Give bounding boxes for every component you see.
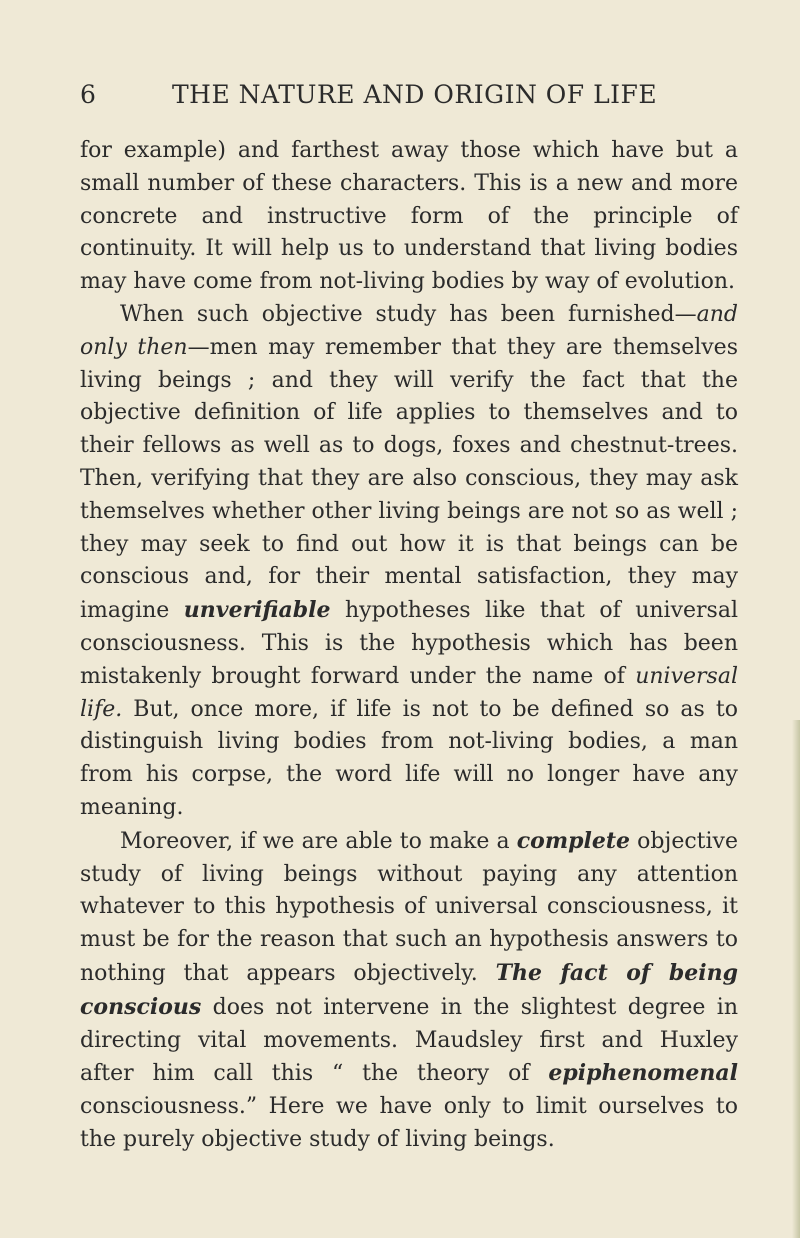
paragraph-2-text-b: —men may remember that they are themselves living beings ; and they will verify the fact that the objective definition of life applies to themselves and to their fellows as well as to dogs, foxes and chestnut-trees. Then, verifying that they are also conscious, they may ask themselves whether other living beings are not so as well ; they may seek to find out how it is that beings can be conscious and, for their mental satisfaction, they may imagine xyxy=(80,334,738,624)
paragraph-3-text-d: consciousness.” Here we have only to limit ourselves to the purely objective study of living beings. xyxy=(80,1094,738,1152)
page-number: 6 xyxy=(80,80,97,109)
paragraph-3-text-c: does not intervene in the slightest degree in directing vital movements. Maudsley first and Huxley after him call this “ the theory of xyxy=(80,994,738,1087)
running-header xyxy=(80,80,730,120)
paragraph-2-emphasis-3: universal life. xyxy=(80,663,738,722)
paragraph-2-emphasis-2: unverifiable xyxy=(183,597,331,624)
paragraph-3-emphasis-3: epiphenomenal xyxy=(548,1060,738,1087)
running-title: THE NATURE AND ORIGIN OF LIFE xyxy=(172,80,658,109)
page-edge-shading xyxy=(792,720,800,1238)
paragraph-2-text-c: hypotheses like that of universal consciousness. This is the hypothesis which has been mistakenly brought forward under the name of xyxy=(80,598,738,689)
paragraph-3-emphasis-2: The fact of being conscious xyxy=(80,959,738,1020)
paragraph-2 xyxy=(80,299,738,825)
paragraph-1 xyxy=(80,135,738,299)
paragraph-3-emphasis-1: complete xyxy=(516,827,631,854)
body-text xyxy=(80,135,738,1157)
paragraph-3-text-a: Moreover, if we are able to make a xyxy=(120,828,517,854)
paragraph-3 xyxy=(80,825,738,1157)
paragraph-2-text-a: When such objective study has been furnished— xyxy=(120,301,697,327)
paragraph-1-text: for example) and farthest away those which have but a small number of these characters. This is a new and more concrete and instructive form of the principle of continuity. It will help us to understand that living bodies may have come from not-living bodies by way of evolution. xyxy=(80,138,738,295)
paragraph-3-text-b: objective study of living beings without paying any attention whatever to this hypothesis of universal consciousness, it must be for the reason that such an hypothesis answers to nothing that appears objectively. xyxy=(80,828,738,986)
paragraph-2-text-d: But, once more, if life is not to be defined so as to distinguish living bodies from not-living bodies, a man from his corpse, the word life will no longer have any meaning. xyxy=(80,696,738,820)
paragraph-2-emphasis-1: and only then xyxy=(80,301,738,360)
